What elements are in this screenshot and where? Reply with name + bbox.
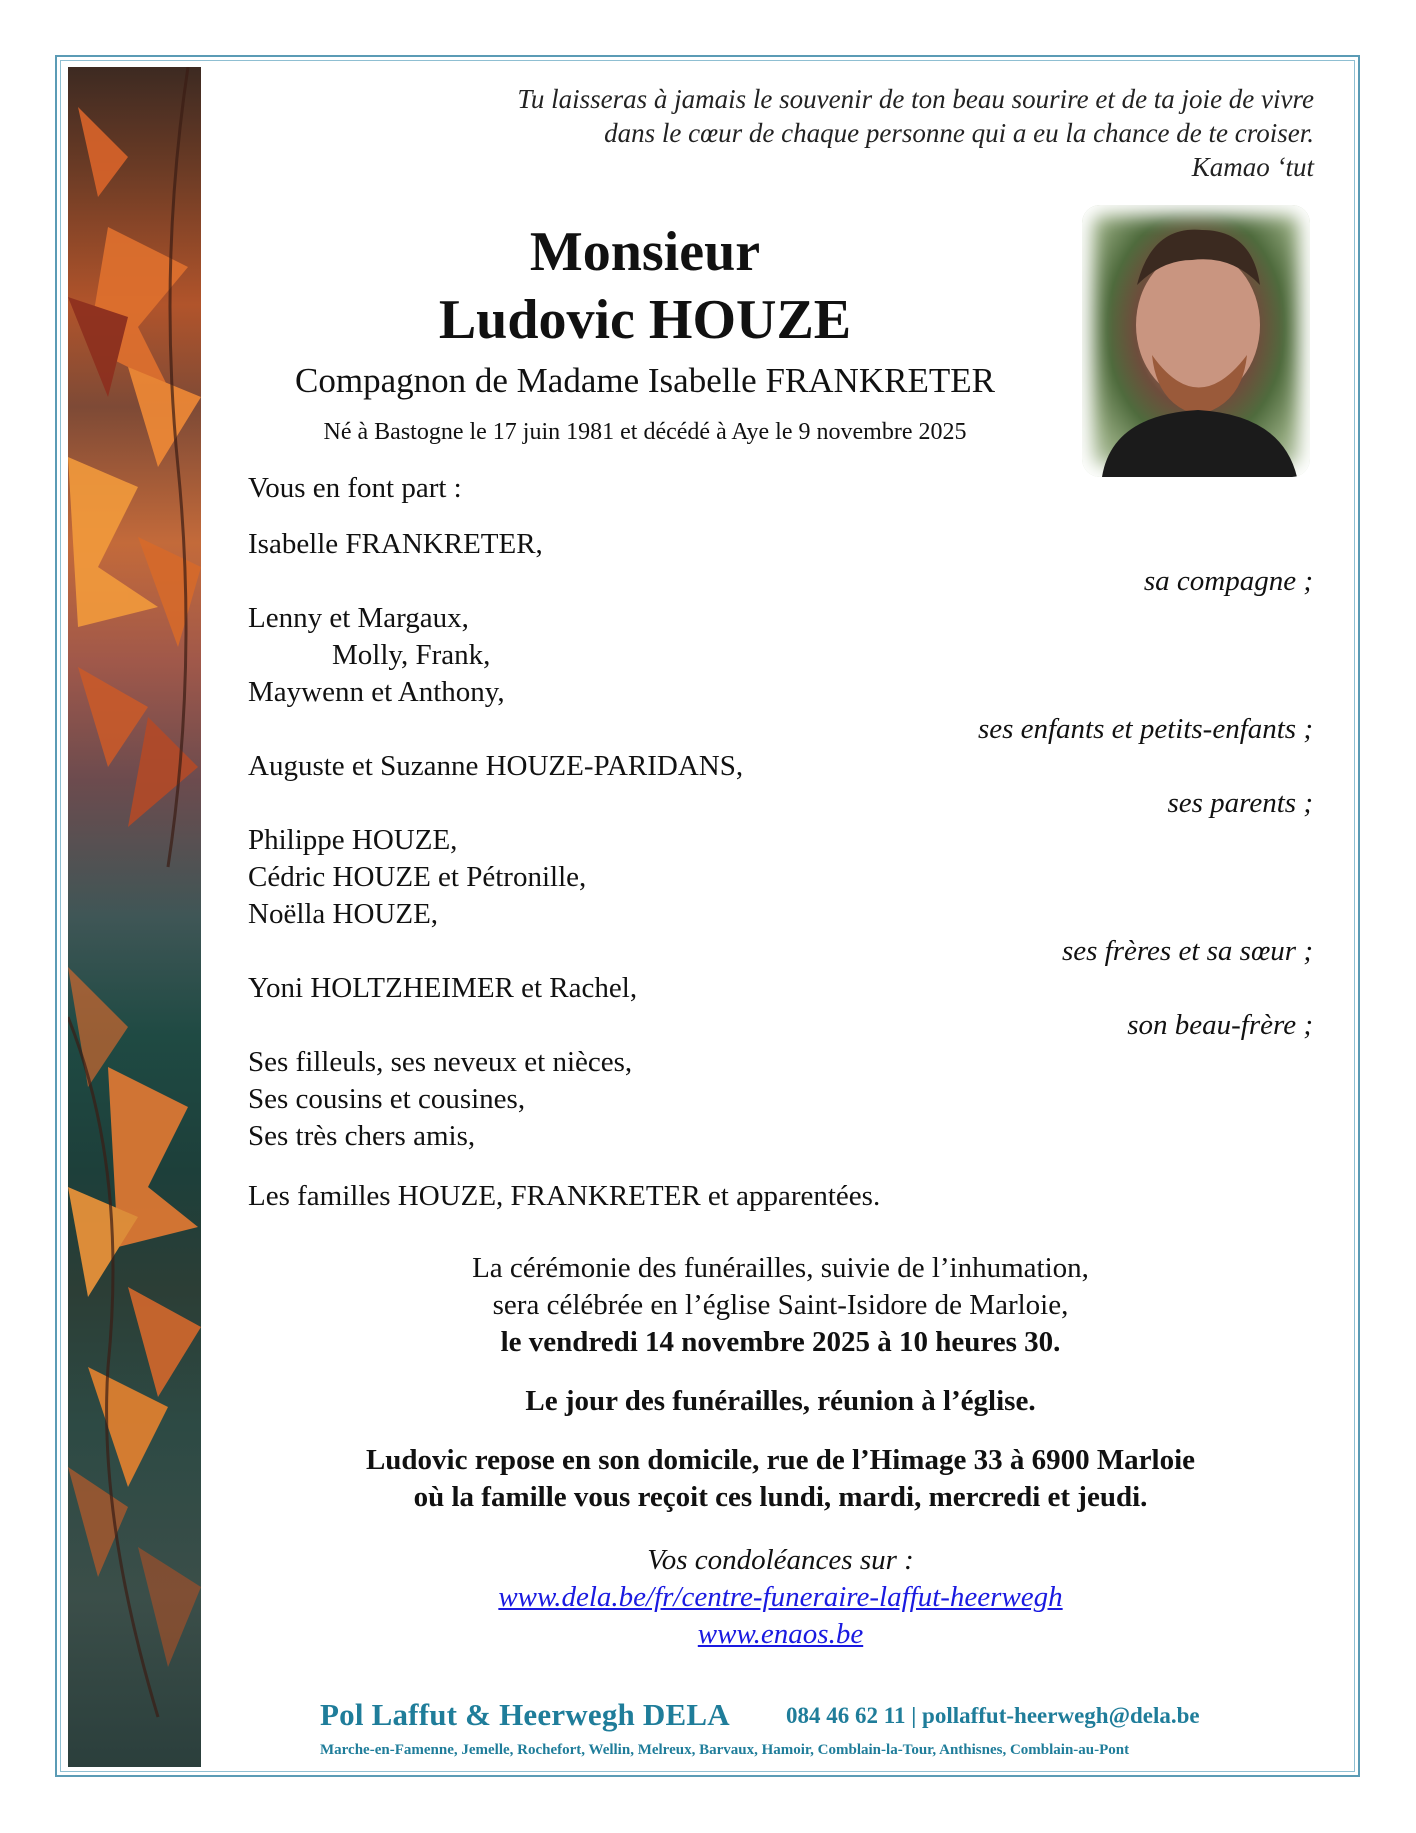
announcer-line: Lenny et Margaux, [248, 602, 469, 634]
quote-line-2: dans le cœur de chaque personne qui a eu la chance de te croiser. [604, 118, 1314, 148]
others-line: Ses cousins et cousines, [248, 1083, 526, 1115]
rest-line-1: Ludovic repose en son domicile, rue de l’Himage 33 à 6900 Marloie [365, 1444, 1196, 1476]
relation-label: ses enfants et petits-enfants ; [977, 713, 1313, 745]
condolences-label: Vos condoléances sur : [647, 1544, 914, 1576]
funeral-home-towns: Marche-en-Famenne, Jemelle, Rochefort, Wellin, Melreux, Barvaux, Hamoir, Comblain-la-Tour, Anthisnes, Comblain-au-Pont [320, 1742, 1130, 1758]
ceremony-line-1: La cérémonie des funérailles, suivie de l’inhumation, [472, 1252, 1089, 1284]
quote-author: Kamao ‘tut [1191, 152, 1314, 182]
epigraph-quote [314, 82, 1314, 184]
autumn-leaves-strip [68, 67, 201, 1767]
others-line: Ses filleuls, ses neveux et nièces, [248, 1046, 633, 1078]
announcers-intro: Vous en font part : [248, 472, 462, 504]
relation-label: ses frères et sa sœur ; [1061, 935, 1313, 967]
birth-death-line: Né à Bastogne le 17 juin 1981 et décédé à Aye le 9 novembre 2025 [323, 419, 967, 445]
families-line: Les familles HOUZE, FRANKRETER et apparentées. [248, 1180, 881, 1212]
announcer-line: Molly, Frank, [332, 639, 491, 671]
announcer-line: Noëlla HOUZE, [248, 898, 439, 930]
announcer-line: Philippe HOUZE, [248, 824, 458, 856]
announcers-section [248, 470, 1313, 1230]
ceremony-date: le vendredi 14 novembre 2025 à 10 heures 30. [500, 1326, 1061, 1358]
announcer-line: Yoni HOLTZHEIMER et Rachel, [248, 972, 638, 1004]
announcer-line: Auguste et Suzanne HOUZE-PARIDANS, [248, 750, 744, 782]
rest-line-2: où la famille vous reçoit ces lundi, mardi, mercredi et jeudi. [413, 1481, 1148, 1513]
condolences-link-dela[interactable]: www.dela.be/fr/centre-funeraire-laffut-heerwegh [498, 1581, 1063, 1613]
condolences-link-enaos[interactable]: www.enaos.be [697, 1618, 864, 1650]
portrait-photo [1082, 205, 1310, 477]
deceased-name: Ludovic HOUZE [438, 289, 852, 351]
partner-subtitle: Compagnon de Madame Isabelle FRANKRETER [295, 361, 995, 400]
quote-line-1: Tu laisseras à jamais le souvenir de ton beau sourire et de ta joie de vivre [517, 84, 1314, 114]
others-line: Ses très chers amis, [248, 1120, 476, 1152]
funeral-home-brand: Pol Laffut & Heerwegh DELA [320, 1697, 730, 1732]
announcer-line: Maywenn et Anthony, [248, 676, 505, 708]
funeral-home-contact: 084 46 62 11 | pollaffut-heerwegh@dela.be [786, 1703, 1200, 1728]
meeting-line: Le jour des funérailles, réunion à l’église. [525, 1385, 1036, 1417]
relation-label: ses parents ; [1167, 787, 1313, 819]
civility-title: Monsieur [529, 221, 761, 283]
announcer-line: Cédric HOUZE et Pétronille, [248, 861, 587, 893]
ceremony-section [248, 1250, 1313, 1653]
ceremony-line-2: sera célébrée en l’église Saint-Isidore de Marloie, [492, 1289, 1069, 1321]
announcer-line: Isabelle FRANKRETER, [248, 528, 543, 560]
relation-label: sa compagne ; [1143, 565, 1313, 597]
relation-label: son beau-frère ; [1127, 1009, 1313, 1041]
